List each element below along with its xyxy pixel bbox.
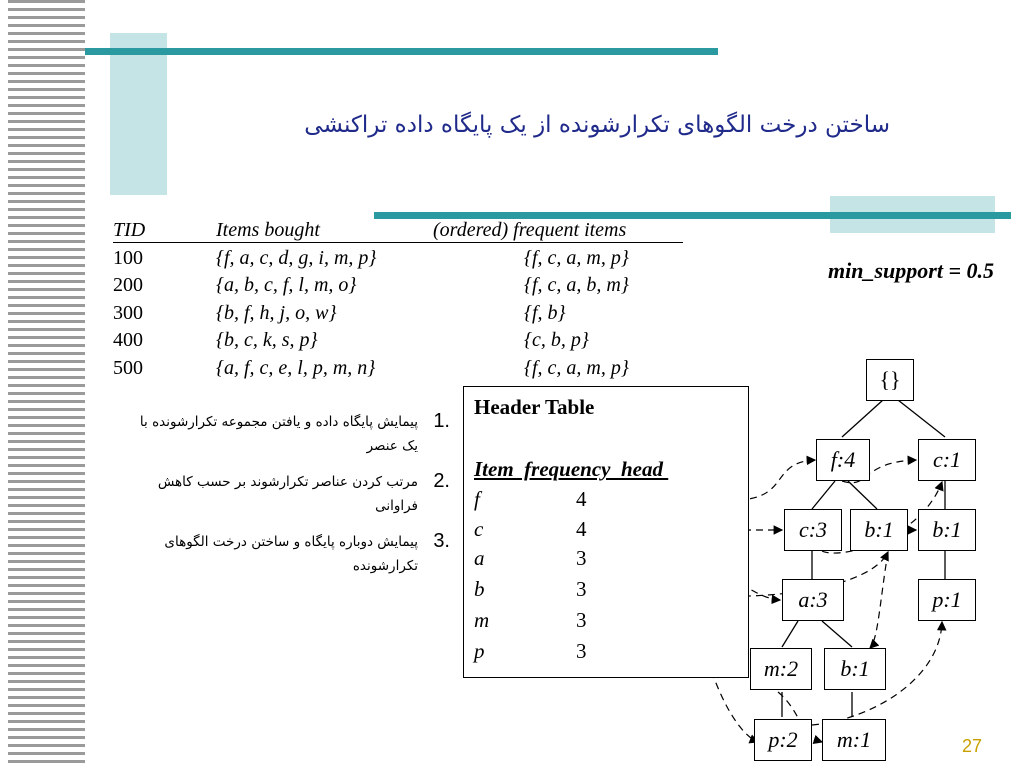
items-cell: {b, c, k, s, p} (216, 329, 318, 351)
table-row (474, 517, 674, 543)
tree-node-b1-right: b:1 (918, 509, 976, 551)
link-head-f (738, 460, 815, 500)
items-cell: {f, a, c, d, g, i, m, p} (216, 246, 377, 269)
tree-root-node: {} (866, 359, 914, 401)
header-items-bought: Items bought (216, 219, 320, 241)
tid-cell: 400 (113, 329, 143, 351)
page-number: 27 (962, 736, 983, 756)
frequency-cell: 3 (576, 608, 587, 632)
tree-node-p1-right: p:1 (918, 579, 976, 621)
frequency-cell: 3 (576, 639, 587, 663)
tree-node-m1: m:1 (822, 719, 886, 761)
tid-cell: 100 (113, 246, 143, 269)
items-cell: {b, f, h, j, o, w} (216, 301, 337, 324)
step-number: 3. (433, 530, 450, 552)
ordered-cell: {f, b} (524, 301, 566, 324)
tree-node-c1-top: c:1 (918, 439, 976, 481)
step-text: پیمایش پایگاه داده و یافتن مجموعه تکرارشونده با یک عنصر (139, 414, 418, 454)
tree-node-f4: f:4 (816, 439, 870, 481)
step-number: 1. (433, 410, 450, 432)
edge-a3-b1 (822, 621, 852, 647)
tid-cell: 300 (113, 301, 143, 324)
step-text: مرتب کردن عناصر تکرارشوند بر حسب کاهش فراوانی (157, 474, 418, 514)
edge-a3-m2 (782, 621, 798, 647)
frequency-cell: 4 (576, 517, 587, 541)
tree-node-m2: m:2 (750, 648, 812, 690)
ordered-cell: {f, c, a, m, p} (524, 246, 629, 269)
header-table (463, 386, 749, 678)
edge-root-f (842, 400, 883, 437)
table-row (474, 546, 674, 572)
tree-node-a3: a:3 (782, 579, 844, 621)
min-support-label: min_support = 0.5 (828, 258, 994, 283)
frequency-cell: 3 (576, 577, 587, 601)
header-ordered-items: (ordered) frequent items (433, 219, 627, 241)
header-table-columns: Item frequency head (474, 457, 669, 481)
item-cell: a (474, 546, 485, 570)
table-row (474, 487, 674, 513)
slide-title: ساختن درخت الگوهای تکرارشونده از یک پایگاه داده تراکنشی (304, 112, 890, 138)
tree-node-c3: c:3 (784, 509, 842, 551)
ordered-cell: {f, c, a, b, m} (524, 274, 629, 296)
edge-f-c3 (812, 481, 835, 509)
link-b1-b1-low (870, 552, 888, 648)
table-row (474, 608, 674, 634)
tid-cell: 200 (113, 274, 143, 296)
header-table-title: Header Table (474, 395, 595, 419)
table-row (474, 577, 674, 603)
item-cell: f (474, 487, 480, 511)
item-cell: c (474, 517, 484, 541)
items-cell: {a, b, c, f, l, m, o} (216, 274, 357, 296)
item-cell: p (474, 639, 485, 663)
items-cell: {a, f, c, e, l, p, m, n} (216, 356, 376, 379)
frequency-cell: 4 (576, 487, 587, 511)
ordered-cell: {c, b, p} (524, 329, 589, 351)
tree-node-b1-mid: b:1 (850, 509, 908, 551)
edge-f-b1 (848, 481, 877, 509)
step-number: 2. (433, 470, 450, 492)
frequency-cell: 3 (576, 546, 587, 570)
item-cell: b (474, 577, 485, 601)
step-text: پیمایش دوباره پایگاه و ساختن درخت الگوهای تکرارشونده (164, 534, 418, 574)
ordered-cell: {f, c, a, m, p} (524, 356, 629, 379)
table-row (474, 639, 674, 665)
edge-root-c (898, 400, 945, 437)
item-cell: m (474, 608, 490, 632)
tree-node-p2: p:2 (754, 719, 812, 761)
tree-node-b1-low: b:1 (824, 648, 886, 690)
header-tid: TID (113, 219, 146, 241)
tid-cell: 500 (113, 356, 143, 379)
